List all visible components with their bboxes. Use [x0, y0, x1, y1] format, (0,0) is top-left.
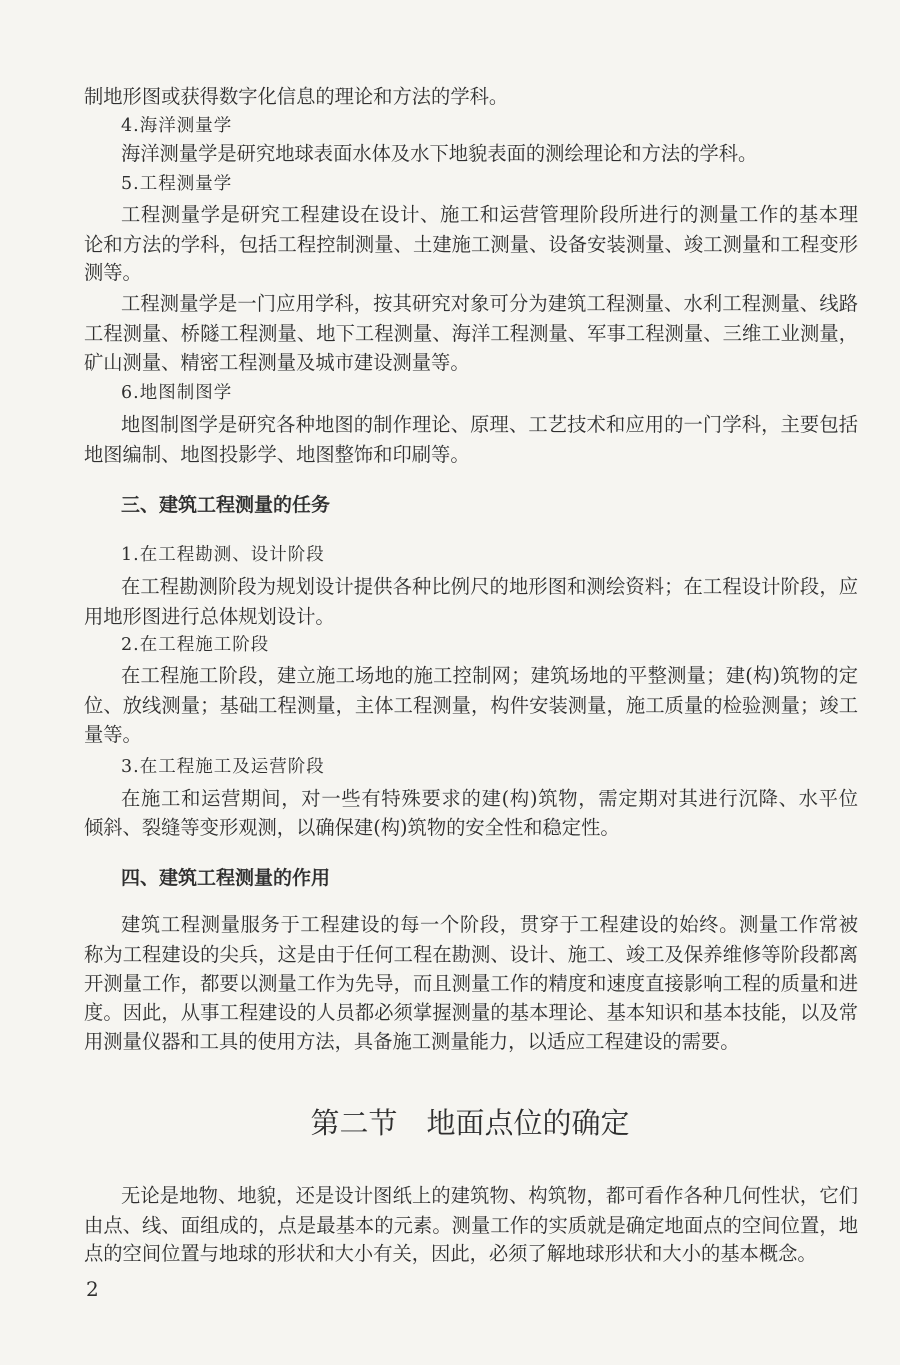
- paragraph-line: 由点、线、面组成的，点是最基本的元素。测量工作的实质就是确定地面点的空间位置，地: [84, 1214, 858, 1237]
- paragraph-line: 海洋测量学是研究地球表面水体及水下地貌表面的测绘理论和方法的学科。: [121, 142, 758, 165]
- paragraph-line: 测等。: [84, 261, 142, 284]
- subsection-title: 6.地图制图学: [121, 383, 233, 403]
- subsection-title: 1.在工程勘测、设计阶段: [121, 545, 325, 565]
- section-heading: 四、建筑工程测量的作用: [121, 867, 331, 889]
- paragraph-line: 制地形图或获得数字化信息的理论和方法的学科。: [84, 85, 509, 108]
- subsection-title: 4.海洋测量学: [121, 116, 233, 136]
- paragraph-line: 地图编制、地图投影学、地图整饰和印刷等。: [84, 443, 470, 466]
- subsection-title: 2.在工程施工阶段: [121, 635, 270, 655]
- paragraph-line: 在工程施工阶段，建立施工场地的施工控制网；建筑场地的平整测量；建(构)筑物的定: [121, 664, 858, 687]
- subsection-title: 3.在工程施工及运营阶段: [121, 757, 325, 777]
- paragraph-line: 在工程勘测阶段为规划设计提供各种比例尺的地形图和测绘资料；在工程设计阶段，应: [121, 575, 858, 598]
- paragraph-line: 地图制图学是研究各种地图的制作理论、原理、工艺技术和应用的一门学科，主要包括: [121, 413, 858, 436]
- paragraph-line: 工程测量学是一门应用学科，按其研究对象可分为建筑工程测量、水利工程测量、线路: [121, 292, 858, 315]
- paragraph-line: 在施工和运营期间，对一些有特殊要求的建(构)筑物，需定期对其进行沉降、水平位: [121, 787, 858, 810]
- paragraph-line: 论和方法的学科，包括工程控制测量、土建施工测量、设备安装测量、竣工测量和工程变形: [84, 233, 858, 256]
- paragraph-line: 倾斜、裂缝等变形观测，以确保建(构)筑物的安全性和稳定性。: [84, 816, 620, 839]
- chapter-section-title: 第二节 地面点位的确定: [310, 1106, 630, 1140]
- paragraph-line: 建筑工程测量服务于工程建设的每一个阶段，贯穿于工程建设的始终。测量工作常被: [121, 913, 858, 936]
- paragraph-line: 用测量仪器和工具的使用方法，具备施工测量能力，以适应工程建设的需要。: [84, 1030, 740, 1053]
- page-number: 2: [86, 1277, 99, 1301]
- paragraph-line: 点的空间位置与地球的形状和大小有关，因此，必须了解地球形状和大小的基本概念。: [84, 1242, 817, 1265]
- paragraph-line: 用地形图进行总体规划设计。: [84, 605, 335, 628]
- paragraph-line: 开测量工作，都要以测量工作为先导，而且测量工作的精度和速度直接影响工程的质量和进: [84, 972, 858, 995]
- paragraph-line: 工程测量学是研究工程建设在设计、施工和运营管理阶段所进行的测量工作的基本理: [121, 203, 858, 226]
- paragraph-line: 量等。: [84, 723, 142, 746]
- paragraph-line: 矿山测量、精密工程测量及城市建设测量等。: [84, 351, 470, 374]
- paragraph-line: 工程测量、桥隧工程测量、地下工程测量、海洋工程测量、军事工程测量、三维工业测量，: [84, 322, 858, 345]
- paragraph-line: 无论是地物、地貌，还是设计图纸上的建筑物、构筑物，都可看作各种几何性状，它们: [121, 1184, 858, 1207]
- paragraph-line: 位、放线测量；基础工程测量，主体工程测量，构件安装测量，施工质量的检验测量；竣工: [84, 694, 858, 717]
- paragraph-line: 度。因此，从事工程建设的人员都必须掌握测量的基本理论、基本知识和基本技能，以及常: [84, 1001, 858, 1024]
- section-heading: 三、建筑工程测量的任务: [121, 494, 331, 516]
- paragraph-line: 称为工程建设的尖兵，这是由于任何工程在勘测、设计、施工、竣工及保养维修等阶段都离: [84, 943, 858, 966]
- subsection-title: 5.工程测量学: [121, 174, 233, 194]
